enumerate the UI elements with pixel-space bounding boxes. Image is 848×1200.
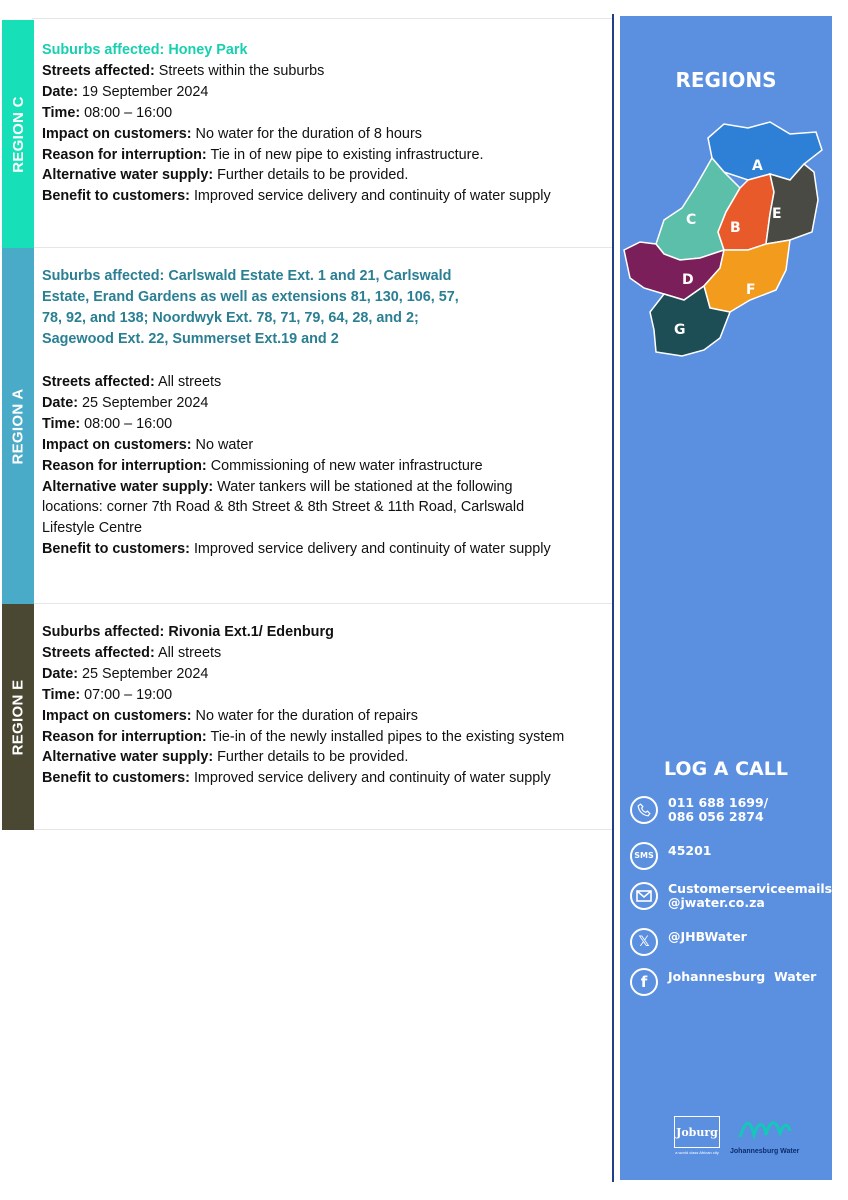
suburbs-heading: Suburbs affected: Honey Park [42, 42, 248, 58]
detail-value: No water [195, 436, 254, 453]
detail-label: Impact on customers: [42, 707, 192, 724]
x-icon: 𝕏 [630, 928, 658, 956]
region-a-block [0, 248, 612, 604]
log-a-call-title: LOG A CALL [664, 758, 788, 780]
detail-label: Date: [42, 394, 78, 411]
notice-content [42, 40, 602, 207]
detail-value: Improved service delivery and continuity of water supply [193, 541, 551, 558]
block-divider [34, 829, 612, 830]
detail-rows [42, 372, 572, 560]
detail-row [42, 768, 572, 789]
detail-row [42, 706, 572, 727]
facebook-icon: f [630, 968, 658, 996]
johannesburg-water-logo [730, 1117, 799, 1155]
map-label-f: F [746, 282, 756, 298]
detail-value: Tie-in of the newly installed pipes to the existing system [210, 728, 565, 745]
detail-value: 08:00 – 16:00 [84, 415, 173, 432]
detail-label: Streets affected: [42, 62, 155, 79]
detail-row [42, 727, 572, 748]
jw-logo-text: Johannesburg Water [730, 1148, 800, 1155]
facebook-name: Johannesburg Water [668, 969, 817, 984]
joburg-logo [674, 1116, 720, 1155]
sidebar [612, 14, 834, 1182]
detail-row [42, 145, 602, 166]
notice-details [42, 372, 572, 560]
map-label-d: D [682, 272, 694, 288]
detail-row [42, 539, 572, 560]
detail-value: 25 September 2024 [81, 394, 209, 411]
detail-label: Benefit to customers: [42, 541, 190, 558]
detail-label: Alternative water supply: [42, 749, 214, 766]
region-band [2, 20, 34, 248]
joburg-logo-mark: Joburg [674, 1116, 720, 1148]
sms-number: 45201 [668, 843, 712, 858]
sidebar-edge [612, 14, 614, 1182]
detail-row [42, 372, 572, 393]
detail-label: Benefit to customers: [42, 188, 190, 205]
region-label: REGION A [9, 387, 27, 465]
map-label-a: A [752, 158, 763, 174]
region-label: REGION E [9, 679, 27, 755]
detail-row [42, 456, 572, 477]
detail-row [42, 82, 602, 103]
regions-map [620, 108, 832, 368]
region-c-block [0, 20, 612, 248]
detail-row [42, 124, 602, 145]
detail-value: Further details to be provided. [217, 167, 409, 184]
notice-content [42, 266, 472, 350]
detail-label: Date: [42, 83, 78, 100]
detail-label: Time: [42, 415, 81, 432]
water-wave-icon [736, 1117, 794, 1143]
detail-label: Time: [42, 686, 81, 703]
detail-value: 25 September 2024 [81, 665, 209, 682]
top-divider [32, 18, 612, 19]
detail-value: Tie in of new pipe to existing infrastructure. [210, 146, 484, 163]
detail-label: Reason for interruption: [42, 146, 207, 163]
detail-row [42, 393, 572, 414]
phone-contact[interactable] [630, 796, 768, 824]
detail-label: Streets affected: [42, 644, 155, 661]
detail-label: Reason for interruption: [42, 457, 207, 474]
detail-row [42, 165, 602, 186]
detail-value: Commissioning of new water infrastructure [210, 457, 483, 474]
map-label-g: G [674, 322, 686, 338]
detail-value: All streets [157, 374, 222, 390]
sms-contact[interactable] [630, 842, 712, 870]
detail-value: No water for the duration of 8 hours [195, 125, 422, 142]
detail-label: Reason for interruption: [42, 728, 207, 745]
detail-value: 19 September 2024 [81, 83, 209, 100]
region-band [2, 248, 34, 604]
detail-value: All streets [157, 644, 222, 661]
detail-label: Time: [42, 104, 81, 121]
detail-label: Alternative water supply: [42, 167, 214, 184]
detail-row [42, 477, 572, 540]
phone-icon [630, 796, 658, 824]
email-address: Customerserviceemails @jwater.co.za [668, 881, 833, 910]
map-label-c: C [686, 212, 697, 228]
joburg-tagline: a world class African city [675, 1150, 719, 1155]
detail-row [42, 685, 572, 706]
suburbs-heading: Suburbs affected: Rivonia Ext.1/ Edenburg [42, 624, 334, 640]
detail-row [42, 186, 602, 207]
detail-label: Impact on customers: [42, 436, 192, 453]
detail-value: Improved service delivery and continuity of water supply [193, 188, 551, 205]
detail-label: Streets affected: [42, 374, 155, 390]
logos [674, 1116, 799, 1155]
detail-row [42, 643, 572, 664]
detail-rows [42, 61, 602, 207]
detail-value: No water for the duration of repairs [195, 707, 418, 724]
region-label: REGION C [9, 95, 27, 173]
detail-value: Improved service delivery and continuity of water supply [193, 770, 551, 787]
email-contact[interactable] [630, 882, 832, 910]
detail-label: Alternative water supply: [42, 478, 214, 495]
detail-value: 08:00 – 16:00 [84, 104, 173, 121]
region-band [2, 604, 34, 830]
map-label-e: E [772, 206, 782, 222]
detail-value: Further details to be provided. [217, 749, 409, 766]
detail-row [42, 747, 572, 768]
detail-row [42, 61, 602, 82]
detail-label: Date: [42, 665, 78, 682]
detail-row [42, 414, 572, 435]
detail-label: Impact on customers: [42, 125, 192, 142]
x-handle: @JHBWater [668, 929, 747, 944]
notice-content [42, 622, 572, 789]
x-contact[interactable] [630, 928, 747, 956]
sidebar-panel [620, 16, 832, 1180]
detail-row [42, 103, 602, 124]
detail-row [42, 664, 572, 685]
suburbs-heading: Suburbs affected: Carlswald Estate Ext. 1 and 21, Carlswald Estate, Erand Gardens as well as extensions 81, 130, 106, 57, 78, 92, and 138; Noordwyk Ext. 78, 71, 79, 64, 28, and 2; Sagewood Ext. 22, Summerset Ext.19 and 2 [42, 268, 459, 347]
detail-label: Benefit to customers: [42, 770, 190, 787]
email-icon [630, 882, 658, 910]
facebook-contact[interactable] [630, 968, 816, 996]
regions-title: REGIONS [675, 68, 777, 92]
phone-numbers: 011 688 1699/ 086 056 2874 [668, 795, 769, 824]
sms-icon: SMS [630, 842, 658, 870]
region-e-block [0, 604, 612, 830]
detail-value: Water tankers will be stationed at the following locations: corner 7th Road & 8th Street & 8th Street & 11th Road, Carlswald Lifestyle Centre [42, 478, 525, 537]
detail-value: Streets within the suburbs [158, 62, 325, 79]
detail-row [42, 435, 572, 456]
detail-value: 07:00 – 19:00 [84, 686, 173, 703]
detail-rows [42, 643, 572, 789]
map-label-b: B [730, 220, 741, 236]
